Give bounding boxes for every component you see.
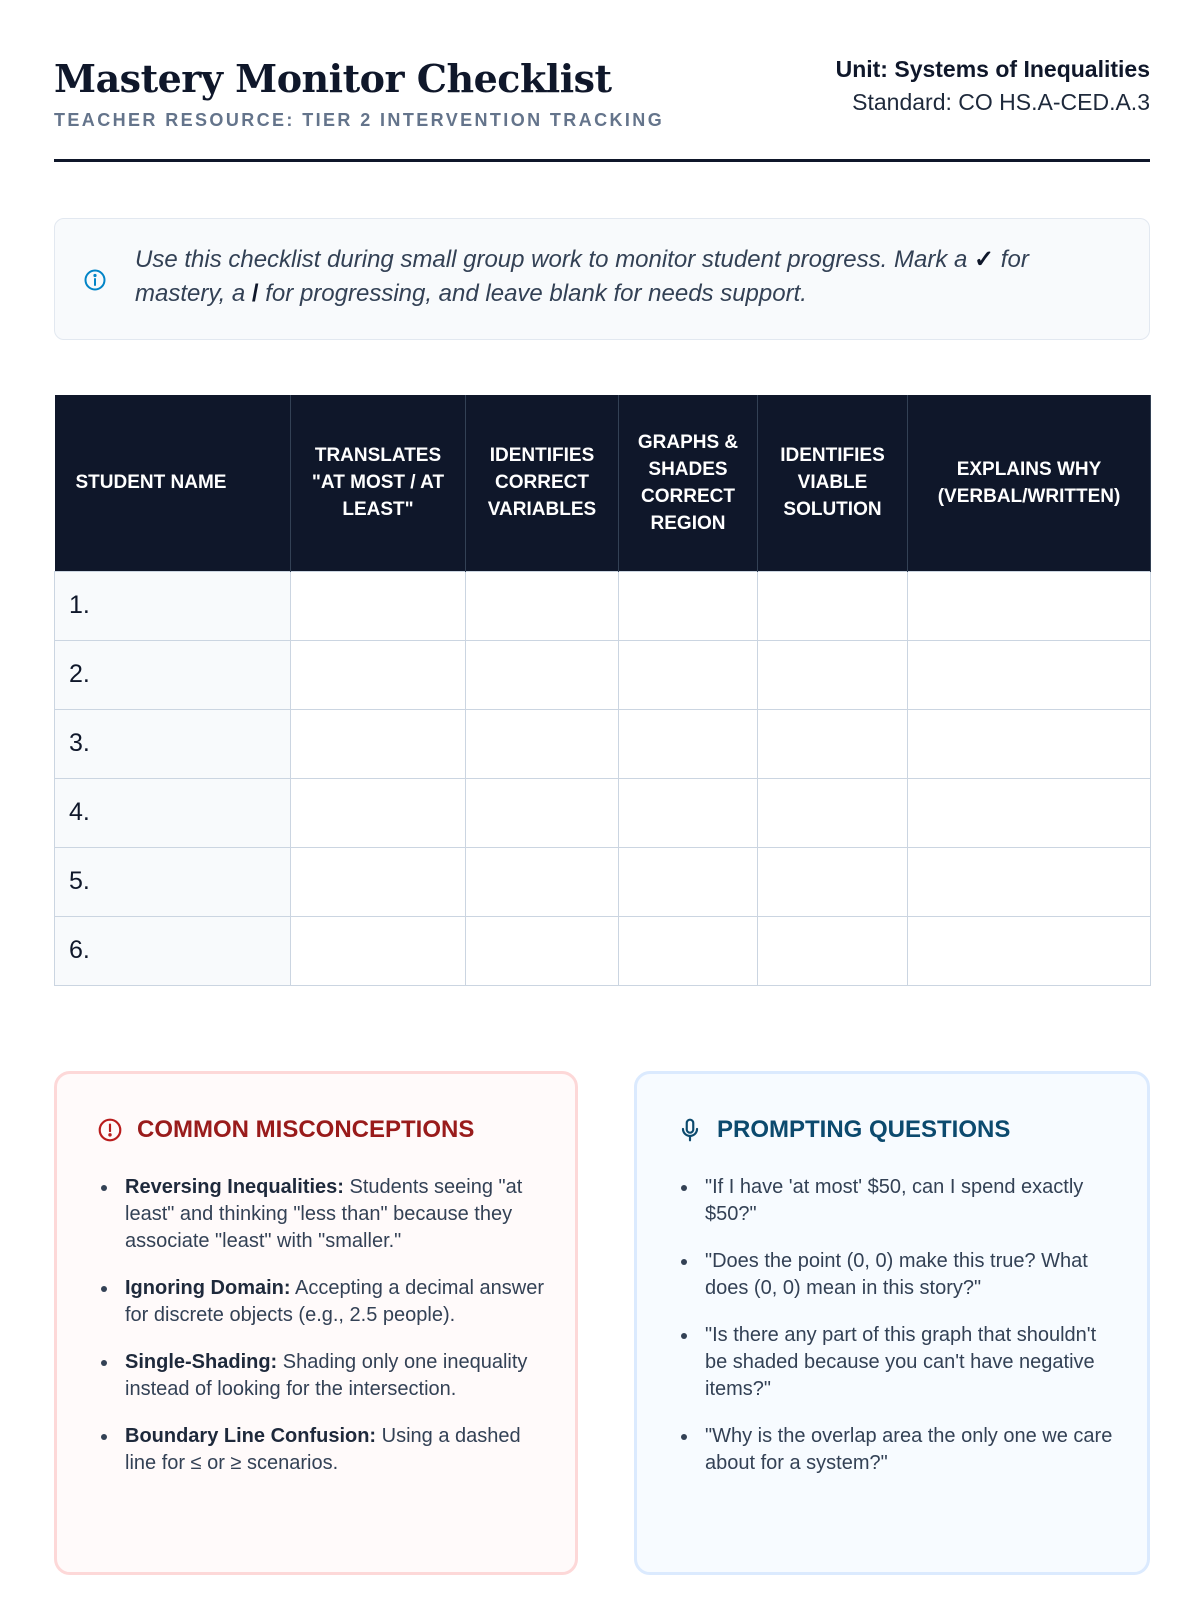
checklist-cell[interactable] [908, 916, 1151, 985]
student-name-cell: 5. [55, 847, 291, 916]
checklist-cell[interactable] [466, 916, 619, 985]
checklist-cell[interactable] [291, 709, 466, 778]
list-item [125, 1275, 547, 1329]
table-row [55, 778, 1151, 847]
checklist-cell[interactable] [758, 847, 908, 916]
checklist-cell[interactable] [291, 778, 466, 847]
checklist-cell[interactable] [466, 640, 619, 709]
column-header: EXPLAINS WHY (VERBAL/WRITTEN) [908, 395, 1151, 571]
checklist-cell[interactable] [291, 640, 466, 709]
checklist-cell[interactable] [291, 571, 466, 640]
table-row [55, 571, 1151, 640]
list-item [125, 1423, 547, 1477]
misconceptions-title: COMMON MISCONCEPTIONS [137, 1116, 475, 1143]
checklist-cell[interactable] [758, 709, 908, 778]
checklist-cell[interactable] [908, 709, 1151, 778]
unit-label: Unit: Systems of Inequalities [835, 56, 1150, 82]
column-header: TRANSLATES "AT MOST / AT LEAST" [291, 395, 466, 571]
prompting-list [637, 1174, 1119, 1497]
prompting-title: PROMPTING QUESTIONS [717, 1116, 1011, 1143]
column-header: IDENTIFIES CORRECT VARIABLES [466, 395, 619, 571]
instructions-part1: Use this checklist during small group work to monitor student progress. Mark a [135, 246, 968, 273]
table-row [55, 640, 1151, 709]
list-item: "Is there any part of this graph that shouldn't be shaded because you can't have negative items?" [705, 1322, 1119, 1403]
student-name-cell: 1. [55, 571, 291, 640]
mastery-mark: ✓ [974, 246, 995, 273]
list-item: "Why is the overlap area the only one we care about for a system?" [705, 1423, 1119, 1477]
checklist-cell[interactable] [291, 916, 466, 985]
prompting-questions-card [634, 1071, 1150, 1575]
misconceptions-list [57, 1174, 547, 1497]
student-name-cell: 3. [55, 709, 291, 778]
checklist-cell[interactable] [758, 640, 908, 709]
info-icon [83, 268, 107, 292]
column-header: GRAPHS & SHADES CORRECT REGION [619, 395, 758, 571]
prompting-heading [677, 1116, 1010, 1144]
misconception-term: Reversing Inequalities: [125, 1176, 344, 1198]
student-name-cell: 6. [55, 916, 291, 985]
checklist-cell[interactable] [758, 571, 908, 640]
misconception-term: Ignoring Domain: [125, 1277, 291, 1299]
checklist-cell[interactable] [466, 847, 619, 916]
checklist-cell[interactable] [908, 571, 1151, 640]
list-item [125, 1349, 547, 1403]
column-header: IDENTIFIES VIABLE SOLUTION [758, 395, 908, 571]
checklist-cell[interactable] [291, 847, 466, 916]
mastery-checklist-table [54, 395, 1151, 986]
student-name-cell: 2. [55, 640, 291, 709]
instructions-text [135, 243, 1109, 311]
checklist-cell[interactable] [466, 571, 619, 640]
microphone-icon [677, 1117, 703, 1143]
instructions-part2: for mastery, a [135, 246, 1029, 307]
checklist-cell[interactable] [619, 571, 758, 640]
instructions-callout [54, 218, 1150, 340]
table-header-row [55, 395, 1151, 571]
column-header: STUDENT NAME [55, 395, 291, 571]
standard-label: Standard: CO HS.A-CED.A.3 [852, 89, 1150, 115]
table-row [55, 709, 1151, 778]
checklist-cell[interactable] [466, 709, 619, 778]
progressing-mark: / [251, 280, 259, 307]
page-header [54, 52, 1150, 162]
checklist-cell[interactable] [619, 640, 758, 709]
list-item [125, 1174, 547, 1255]
checklist-cell[interactable] [619, 709, 758, 778]
alert-circle-icon [97, 1117, 123, 1143]
page-subtitle: TEACHER RESOURCE: TIER 2 INTERVENTION TRACKING [54, 110, 665, 130]
checklist-cell[interactable] [619, 847, 758, 916]
list-item: "Does the point (0, 0) make this true? What does (0, 0) mean in this story?" [705, 1248, 1119, 1302]
misconception-text: Shading only one inequality instead of looking for the intersection. [125, 1351, 528, 1400]
misconception-text: Using a dashed line for ≤ or ≥ scenarios. [125, 1425, 521, 1474]
misconception-text: Students seeing "at least" and thinking "less than" because they associate "least" with "smaller." [125, 1176, 523, 1252]
list-item: "If I have 'at most' $50, can I spend exactly $50?" [705, 1174, 1119, 1228]
checklist-cell[interactable] [908, 847, 1151, 916]
student-name-cell: 4. [55, 778, 291, 847]
checklist-cell[interactable] [758, 778, 908, 847]
misconception-text: Accepting a decimal answer for discrete objects (e.g., 2.5 people). [125, 1277, 545, 1326]
misconceptions-heading [97, 1116, 474, 1144]
page-title: Mastery Monitor Checklist [54, 56, 612, 101]
checklist-cell[interactable] [619, 916, 758, 985]
misconception-term: Boundary Line Confusion: [125, 1425, 377, 1447]
checklist-cell[interactable] [758, 916, 908, 985]
misconception-term: Single-Shading: [125, 1351, 278, 1373]
checklist-cell[interactable] [908, 778, 1151, 847]
table-row [55, 916, 1151, 985]
misconceptions-card [54, 1071, 578, 1575]
checklist-cell[interactable] [908, 640, 1151, 709]
table-row [55, 847, 1151, 916]
instructions-part3: for progressing, and leave blank for needs support. [265, 280, 807, 307]
checklist-cell[interactable] [466, 778, 619, 847]
checklist-cell[interactable] [619, 778, 758, 847]
